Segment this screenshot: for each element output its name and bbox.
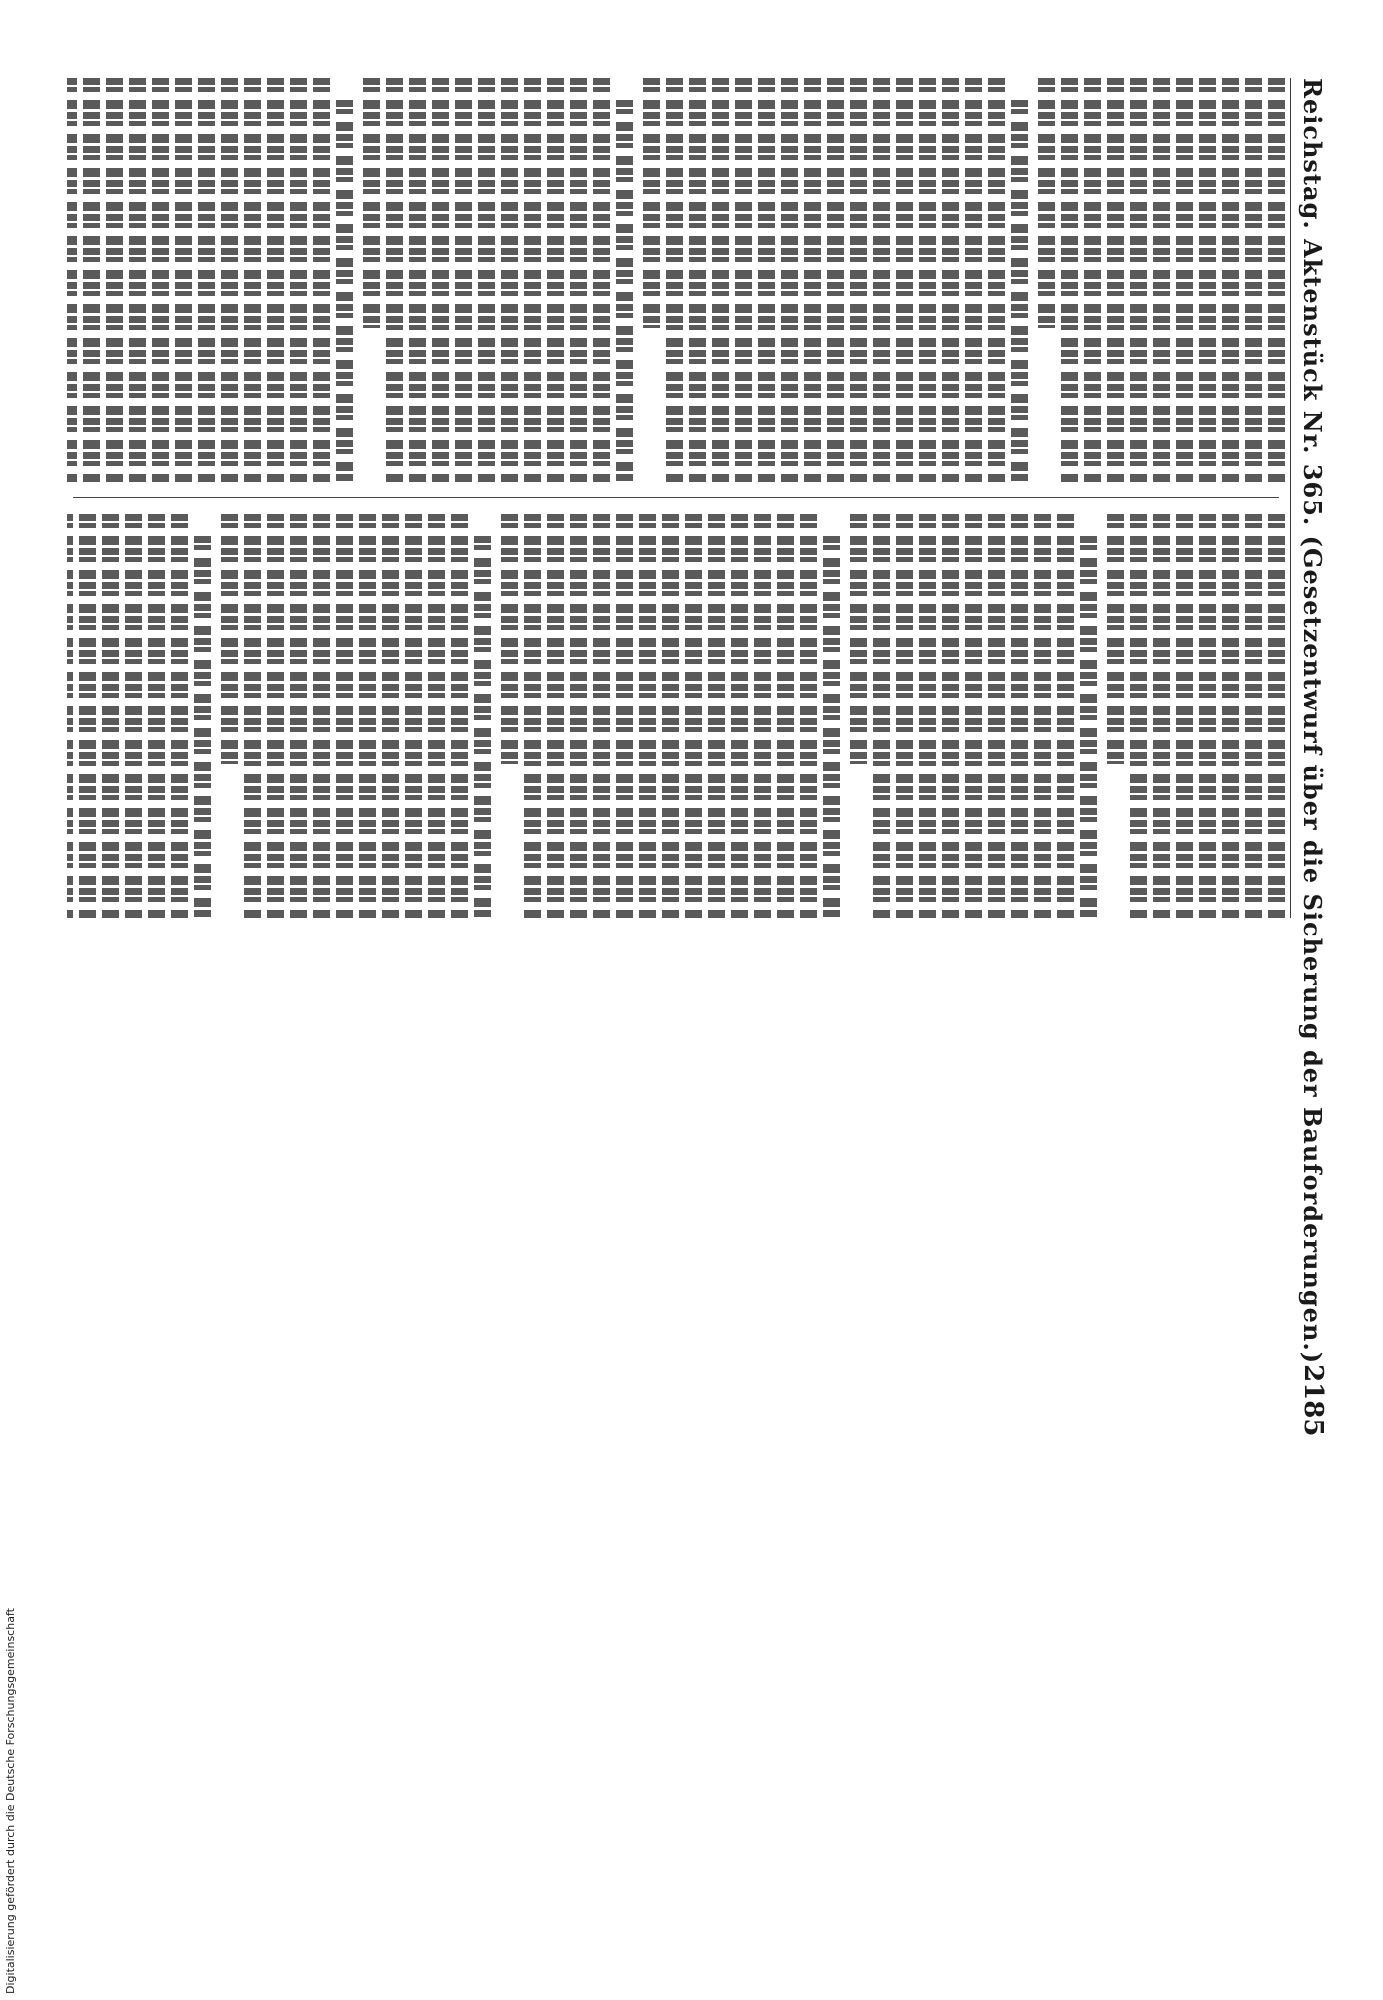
text-line: [67, 78, 77, 482]
text-line: [336, 100, 353, 482]
page-header: [1290, 78, 1335, 1437]
text-line: [79, 514, 96, 918]
text-line: [244, 514, 261, 918]
text-line: [1034, 514, 1051, 918]
text-line: [221, 78, 238, 482]
text-line: [1199, 514, 1216, 918]
text-line: [290, 514, 307, 918]
text-line: [804, 78, 821, 482]
text-line: [129, 78, 146, 482]
text-line: [827, 78, 844, 482]
text-line: [988, 78, 1005, 482]
text-line: [1107, 78, 1124, 482]
text-line: [1130, 514, 1147, 918]
text-line: [359, 514, 376, 918]
text-line: [313, 78, 330, 482]
text-line: [593, 78, 610, 482]
text-line: [409, 78, 426, 482]
text-line: [386, 78, 403, 482]
text-line: [896, 78, 913, 482]
text-line: [1057, 514, 1074, 918]
text-line: [919, 514, 936, 918]
text-line: [1130, 78, 1147, 482]
text-line: [988, 514, 1005, 918]
text-column-left: [67, 78, 1285, 482]
text-line: [244, 78, 261, 482]
text-line: [570, 514, 587, 918]
text-line: [1011, 100, 1028, 482]
text-line: [896, 514, 913, 918]
text-line: [455, 78, 472, 482]
text-line: [152, 78, 169, 482]
text-line: [83, 78, 100, 482]
text-line: [1222, 78, 1239, 482]
text-line: [171, 514, 188, 918]
text-line: [501, 78, 518, 482]
text-line: [1176, 78, 1193, 482]
text-line: [102, 514, 119, 918]
text-line: [850, 78, 867, 482]
text-line: [478, 78, 495, 482]
text-line: [1080, 536, 1097, 918]
text-line: [850, 514, 867, 764]
text-line: [873, 514, 890, 918]
text-line: [363, 78, 380, 328]
text-line: [593, 514, 610, 918]
text-line: [67, 514, 73, 918]
text-line: [148, 514, 165, 918]
text-line: [1199, 78, 1216, 482]
text-line: [942, 514, 959, 918]
text-line: [1176, 514, 1193, 918]
text-line: [662, 514, 679, 918]
text-line: [198, 78, 215, 482]
page-number: 2185: [1298, 1364, 1328, 1437]
text-line: [735, 78, 752, 482]
text-line: [1245, 514, 1262, 918]
text-line: [432, 78, 449, 482]
text-line: [405, 514, 422, 918]
text-line: [382, 514, 399, 918]
text-line: [1268, 78, 1285, 482]
text-line: [1153, 514, 1170, 918]
text-line: [777, 514, 794, 918]
text-line: [194, 536, 211, 918]
text-column-right: [67, 514, 1285, 918]
text-line: [712, 78, 729, 482]
text-line: [313, 514, 330, 918]
text-line: [474, 536, 491, 918]
text-line: [689, 78, 706, 482]
text-line: [616, 514, 633, 918]
text-line: [125, 514, 142, 918]
text-line: [570, 78, 587, 482]
text-line: [451, 514, 468, 918]
text-line: [428, 514, 445, 918]
text-line: [616, 100, 633, 482]
text-line: [873, 78, 890, 482]
text-line: [1084, 78, 1101, 482]
text-line: [336, 514, 353, 918]
text-line: [1011, 514, 1028, 918]
text-line: [1222, 514, 1239, 918]
text-line: [823, 536, 840, 918]
text-line: [547, 78, 564, 482]
text-line: [666, 78, 683, 482]
text-line: [1268, 514, 1285, 918]
text-line: [942, 78, 959, 482]
text-line: [547, 514, 564, 918]
text-line: [1061, 78, 1078, 482]
text-line: [781, 78, 798, 482]
text-line: [965, 78, 982, 482]
text-line: [708, 514, 725, 918]
text-line: [800, 514, 817, 918]
text-line: [685, 514, 702, 918]
text-line: [1245, 78, 1262, 482]
text-line: [965, 514, 982, 918]
text-line: [524, 78, 541, 482]
column-divider: [73, 497, 1279, 498]
text-line: [1153, 78, 1170, 482]
text-line: [639, 514, 656, 918]
text-line: [754, 514, 771, 918]
text-line: [1038, 78, 1055, 328]
text-line: [758, 78, 775, 482]
text-columns: [65, 78, 1285, 918]
text-line: [501, 514, 518, 764]
header-title: Reichstag. Aktenstück Nr. 365. (Gesetzentwurf über die Sicherung der Bauforderungen.): [1298, 78, 1328, 1365]
credit-text: Digitalisierung gefördert durch die Deutsche Forschungsgemeinschaft: [4, 1608, 17, 1994]
text-line: [221, 514, 238, 764]
text-line: [919, 78, 936, 482]
text-line: [1107, 514, 1124, 764]
text-line: [267, 514, 284, 918]
text-line: [267, 78, 284, 482]
text-line: [524, 514, 541, 918]
digitization-credit: [0, 1000, 24, 2000]
text-line: [290, 78, 307, 482]
text-line: [106, 78, 123, 482]
text-line: [643, 78, 660, 328]
text-line: [731, 514, 748, 918]
text-line: [175, 78, 192, 482]
